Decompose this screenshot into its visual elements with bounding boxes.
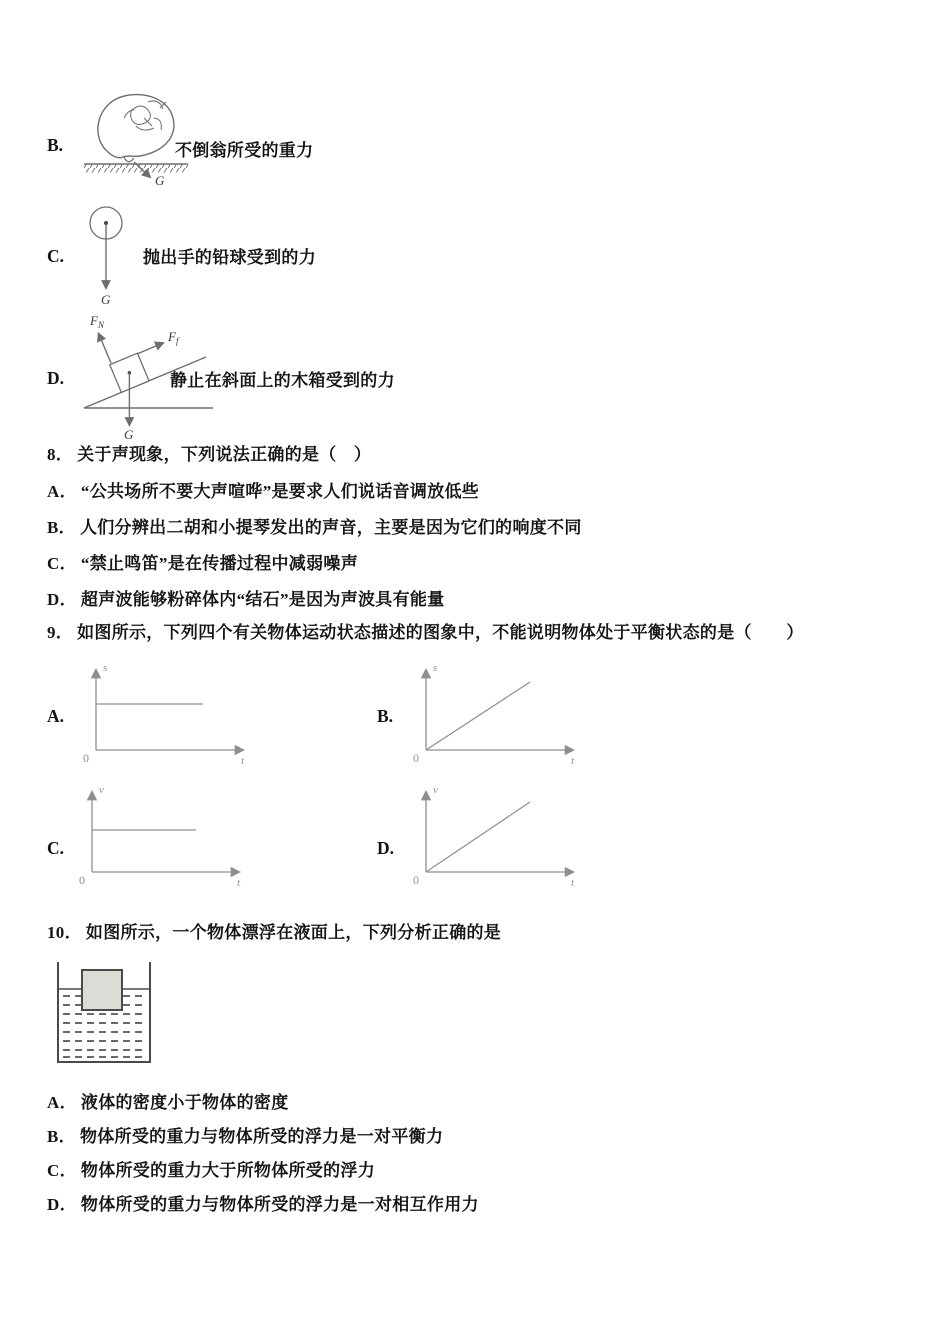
ball-figure — [82, 202, 137, 310]
q8-option-b-label: B． — [47, 518, 76, 537]
y-axis-label: v — [433, 784, 438, 796]
question-8-number: 8． — [47, 445, 74, 464]
q9-graph-c — [74, 780, 259, 892]
q9-graph-c-label: C. — [47, 838, 65, 858]
option-b-label: B. — [47, 135, 64, 155]
gravity-label: G — [124, 427, 134, 442]
question-9-stem — [47, 622, 804, 643]
option-d-caption: 静止在斜面上的木箱受到的力 — [170, 371, 395, 390]
q10-option-a-label: A． — [47, 1093, 77, 1112]
q8-option-a-text: “公共场所不要大声喧哗”是要求人们说话音调放低些 — [80, 482, 480, 501]
origin-label: 0 — [79, 873, 85, 887]
question-10-stem — [47, 922, 501, 943]
x-axis-label: t — [241, 755, 245, 767]
q10-option-d — [47, 1194, 479, 1215]
y-axis-label: s — [103, 662, 108, 674]
q8-option-d-text: 超声波能够粉碎体内“结石”是因为声波具有能量 — [80, 590, 445, 609]
q8-option-c-text: “禁止鸣笛”是在传播过程中减弱噪声 — [80, 554, 358, 573]
normal-force-label: $F_N$ — [90, 313, 104, 330]
q8-option-a-label: A． — [47, 482, 77, 501]
q10-option-d-label: D． — [47, 1195, 77, 1214]
question-8-stem — [47, 444, 371, 465]
option-b-caption: 不倒翁所受的重力 — [175, 141, 314, 160]
q10-option-b-label: B． — [47, 1127, 76, 1146]
tumbler-scribble — [124, 101, 166, 130]
q10-option-a — [47, 1092, 289, 1113]
q8-option-d-label: D． — [47, 590, 77, 609]
q9-graph-b — [408, 658, 593, 770]
q10-option-d-text: 物体所受的重力与物体所受的浮力是一对相互作用力 — [80, 1195, 479, 1214]
q10-option-c-label: C． — [47, 1161, 77, 1180]
q9-graph-d-label: D. — [377, 838, 395, 858]
ground-hatching — [84, 165, 188, 173]
q10-option-b-text: 物体所受的重力与物体所受的浮力是一对平衡力 — [79, 1127, 444, 1146]
q10-option-c-text: 物体所受的重力大于所物体所受的浮力 — [80, 1161, 375, 1180]
q10-option-a-text: 液体的密度小于物体的密度 — [80, 1093, 289, 1112]
question-10-number: 10． — [47, 923, 82, 942]
question-9-number: 9． — [47, 623, 74, 642]
q9-graph-d — [408, 780, 593, 892]
q10-option-c — [47, 1160, 375, 1181]
q8-option-b-text: 人们分辨出二胡和小提琴发出的声音，主要是因为它们的响度不同 — [79, 518, 582, 537]
question-9-stem-text: 如图所示，下列四个有关物体运动状态描述的图象中，不能说明物体处于平衡状态的是（ ） — [77, 623, 804, 642]
normal-force-arrow — [99, 334, 111, 364]
option-c-caption: 抛出手的铅球受到的力 — [143, 248, 316, 267]
x-axis-label: t — [571, 755, 575, 767]
option-d-label: D. — [47, 368, 65, 388]
gravity-label: G — [155, 173, 165, 188]
y-axis-label: v — [99, 784, 104, 796]
tumbler-base-loop — [124, 157, 134, 162]
data-line — [426, 682, 530, 750]
data-line — [426, 802, 530, 872]
q10-option-b — [47, 1126, 443, 1147]
y-axis-label: s — [433, 662, 438, 674]
q8-option-b — [47, 517, 582, 538]
floating-block-figure — [48, 956, 168, 1068]
origin-label: 0 — [413, 751, 419, 765]
q8-option-c — [47, 553, 358, 574]
q8-option-c-label: C． — [47, 554, 77, 573]
question-8-stem-text: 关于声现象，下列说法正确的是（ ） — [77, 445, 372, 464]
q8-option-a — [47, 481, 479, 502]
q9-graph-b-label: B. — [377, 706, 394, 726]
origin-label: 0 — [413, 873, 419, 887]
friction-force-arrow — [137, 343, 163, 354]
ball-center-dot — [104, 221, 108, 225]
x-axis-label: t — [571, 877, 575, 889]
gravity-label: G — [101, 292, 111, 307]
q8-option-d — [47, 589, 445, 610]
origin-label: 0 — [83, 751, 89, 765]
friction-force-label: $F_f$ — [168, 329, 179, 346]
x-axis-label: t — [237, 877, 241, 889]
question-10-stem-text: 如图所示，一个物体漂浮在液面上，下列分析正确的是 — [85, 923, 502, 942]
floating-block — [82, 970, 122, 1010]
q9-graph-a — [78, 658, 263, 770]
option-c-label: C. — [47, 246, 65, 266]
q9-graph-a-label: A. — [47, 706, 65, 726]
